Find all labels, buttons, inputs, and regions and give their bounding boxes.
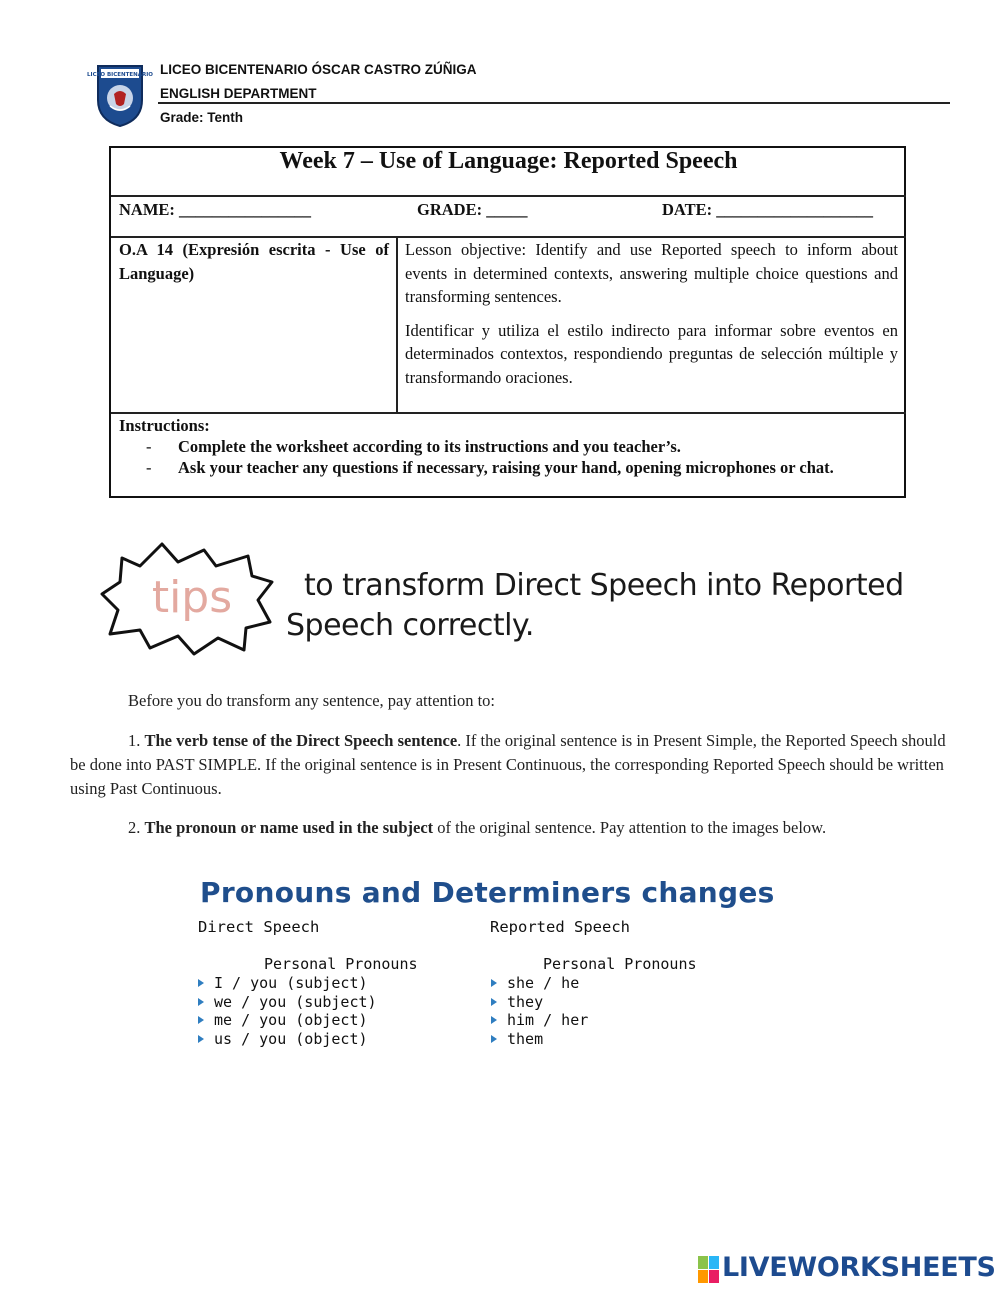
direct-pronoun-list: [198, 974, 377, 1048]
tips-badge-text: tips: [151, 572, 233, 623]
reported-speech-heading: Reported Speech: [490, 918, 630, 936]
school-name: LICEO BICENTENARIO ÓSCAR CASTRO ZÚÑIGA: [160, 62, 477, 77]
point-2-bold: The pronoun or name used in the subject: [144, 818, 434, 837]
tips-line-1: to transform Direct Speech into Reported: [304, 568, 904, 603]
objective-spanish: Identificar y utiliza el estilo indirecto para informar sobre eventos en determinados contextos, respondiendo preguntas de selección múltiple y transformando oraciones.: [405, 320, 898, 387]
list-item: them: [491, 1030, 588, 1049]
school-crest-icon: [87, 64, 153, 128]
oa-label: O.A 14 (Expresión escrita - Use of Language): [119, 240, 389, 283]
intro-text: Before you do transform any sentence, pay attention to:: [128, 691, 496, 710]
title-divider: [111, 195, 906, 197]
date-field[interactable]: DATE: ___________________: [662, 200, 873, 219]
liveworksheets-brand[interactable]: LIVEWORKSHEETS: [722, 1252, 996, 1283]
column-divider: [396, 236, 398, 413]
list-item: him / her: [491, 1011, 588, 1030]
worksheet-title: Week 7 – Use of Language: Reported Speech: [279, 148, 738, 174]
svg-text:LICEO BICENTENARIO: LICEO BICENTENARIO: [87, 72, 153, 78]
instructions-title: Instructions:: [119, 416, 210, 435]
reported-subheading: Personal Pronouns: [543, 955, 697, 973]
bullet-dash: -: [146, 437, 152, 456]
arrow-bullet-icon: [198, 979, 204, 987]
figure-title: Pronouns and Determiners changes: [200, 876, 775, 909]
list-item: us / you (object): [198, 1030, 377, 1049]
tips-heading: [286, 566, 906, 646]
point-1: 1. The verb tense of the Direct Speech sentence. If the original sentence is in Present Simple, the Reported Speech should be done into PAST SIMPLE. If the original sentence is in Present Continuous, the corresponding Reported Speech should be written using Past Continuous.: [70, 731, 946, 798]
arrow-bullet-icon: [198, 998, 204, 1006]
lesson-objective: [405, 238, 898, 399]
arrow-bullet-icon: [491, 1016, 497, 1024]
point-1-bold: The verb tense of the Direct Speech sentence: [144, 731, 458, 750]
direct-speech-heading: Direct Speech: [198, 918, 320, 936]
instruction-item: - Ask your teacher any questions if necessary, raising your hand, opening microphones or chat.: [146, 458, 834, 477]
name-field[interactable]: NAME: ________________: [119, 200, 312, 219]
instructions-divider: [111, 412, 906, 414]
header-divider: [158, 102, 950, 104]
grade-label: Grade: Tenth: [160, 110, 244, 125]
arrow-bullet-icon: [491, 1035, 497, 1043]
bullet-dash: -: [146, 458, 152, 477]
arrow-bullet-icon: [491, 998, 497, 1006]
tips-line-2: Speech correctly.: [286, 608, 534, 643]
grade-field[interactable]: GRADE: _____: [417, 200, 528, 219]
list-item: they: [491, 993, 588, 1012]
point-2: 2. The pronoun or name used in the subject of the original sentence. Pay attention to the images below.: [128, 818, 827, 837]
arrow-bullet-icon: [491, 979, 497, 987]
department-name: ENGLISH DEPARTMENT: [160, 86, 317, 101]
list-item: me / you (object): [198, 1011, 377, 1030]
school-header: [160, 58, 477, 130]
arrow-bullet-icon: [198, 1035, 204, 1043]
arrow-bullet-icon: [198, 1016, 204, 1024]
direct-subheading: Personal Pronouns: [264, 955, 418, 973]
objective-english: Lesson objective: Identify and use Reported speech to inform about events in determined contexts, answering multiple choice questions and transforming sentences.: [405, 240, 898, 306]
list-item: we / you (subject): [198, 993, 377, 1012]
reported-pronoun-list: [491, 974, 588, 1048]
liveworksheets-logo-icon: [698, 1256, 720, 1284]
list-item: she / he: [491, 974, 588, 993]
instruction-item: - Complete the worksheet according to its instructions and you teacher’s.: [146, 437, 681, 456]
list-item: I / you (subject): [198, 974, 377, 993]
tips-burst-icon: [100, 538, 275, 656]
